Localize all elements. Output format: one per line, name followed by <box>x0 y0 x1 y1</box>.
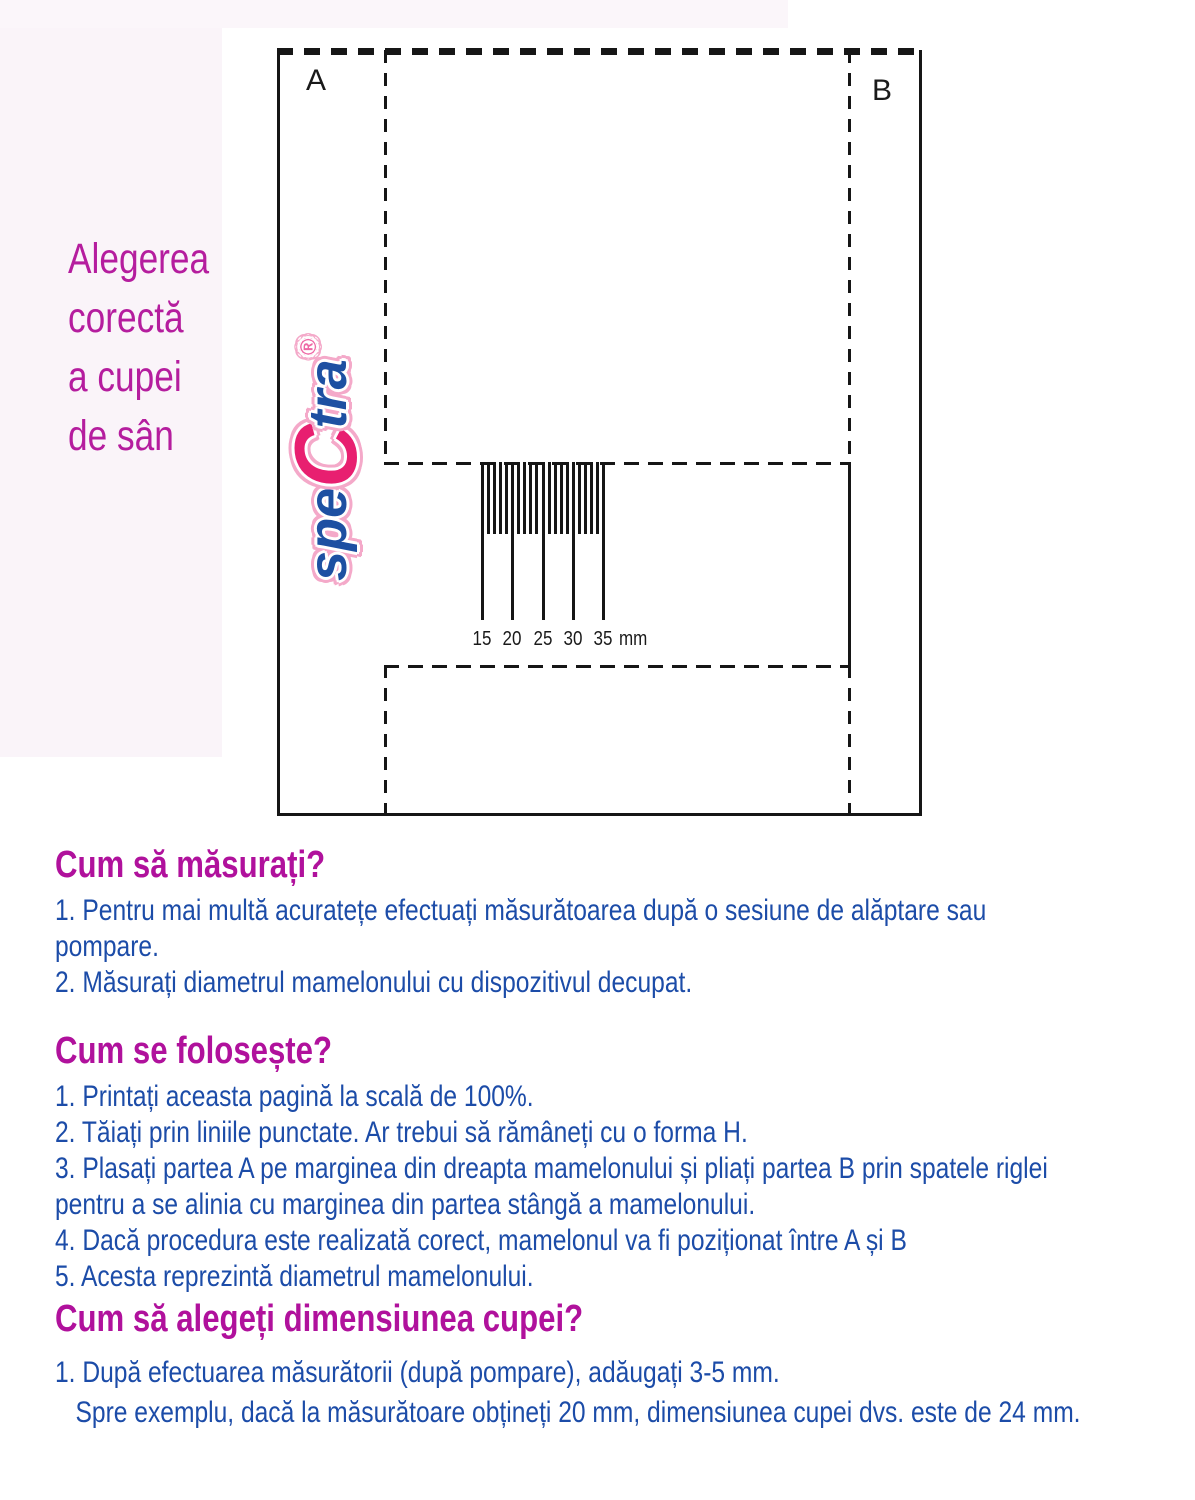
ruler-minor-tick <box>578 462 581 534</box>
ruler-minor-tick <box>487 462 490 534</box>
section-how-to-measure <box>55 843 1190 1001</box>
part-a-label: A <box>306 64 327 97</box>
ruler-minor-tick <box>596 462 599 534</box>
page-title-line: de sân <box>68 412 174 460</box>
ruler-major-tick <box>481 462 484 620</box>
ruler-unit-label: mm <box>619 628 648 650</box>
instruction-line: 1. Printați aceasta pagină la scală de 100%. <box>55 1080 534 1113</box>
ruler-label: 15 <box>472 628 492 650</box>
spectra-logo <box>275 326 375 594</box>
ruler-minor-tick <box>529 462 532 534</box>
ruler-minor-tick <box>499 462 502 534</box>
ruler-label: 30 <box>563 628 583 650</box>
section-heading: Cum să alegeți dimensiunea cupei? <box>55 1298 584 1340</box>
section-how-to-use <box>55 1029 1190 1295</box>
instruction-line: pompare. <box>55 930 159 963</box>
ruler-minor-tick <box>493 462 496 534</box>
logo-text-c: C <box>275 428 375 488</box>
ruler-minor-tick <box>517 462 520 534</box>
section-heading: Cum să măsurați? <box>55 844 326 886</box>
registered-trademark-icon: ® <box>295 339 321 356</box>
ruler-minor-tick <box>560 462 563 534</box>
ruler-label: 25 <box>533 628 552 650</box>
page-title-line: corectă <box>68 294 184 342</box>
spectra-logo-rotated-text <box>275 326 375 594</box>
instruction-line: 1. După efectuarea măsurătorii (după pompare), adăugați 3-5 mm. <box>55 1356 780 1389</box>
ruler-major-tick <box>602 462 605 620</box>
ruler-minor-tick <box>554 462 557 534</box>
ruler-label: 20 <box>502 628 522 650</box>
ruler-label: 35 <box>593 628 613 650</box>
ruler-minor-tick <box>584 462 587 534</box>
part-b-label: B <box>872 74 893 107</box>
ruler-minor-tick <box>535 462 538 534</box>
page-title-line: a cupei <box>68 353 182 401</box>
instructions <box>55 843 1190 1433</box>
instruction-line: 2. Măsurați diametrul mamelonului cu dispozitivul decupat. <box>55 966 693 999</box>
measurement-ruler <box>280 50 919 813</box>
instruction-line: 5. Acesta reprezintă diametrul mamelonului. <box>55 1260 534 1293</box>
page-title <box>68 230 240 466</box>
top-tint-background <box>0 0 788 28</box>
instruction-line: pentru a se alinia cu marginea din partea stângă a mamelonului. <box>55 1188 756 1221</box>
logo-text-spe: spe <box>297 487 358 581</box>
ruler-major-tick <box>542 462 545 620</box>
instruction-line: 3. Plasați partea A pe marginea din dreapta mamelonului și pliați partea B prin spatele riglei <box>55 1152 1048 1185</box>
ruler-minor-tick <box>505 462 508 534</box>
section-heading: Cum se folosește? <box>55 1030 333 1072</box>
instruction-line: 1. Pentru mai multă acuratețe efectuați măsurătoarea după o sesiune de alăptare sau <box>55 894 987 927</box>
ruler-minor-tick <box>548 462 551 534</box>
instruction-line: Spre exemplu, dacă la măsurătoare obțineți 20 mm, dimensiunea cupei dvs. este de 24 mm. <box>75 1396 1081 1429</box>
ruler-minor-tick <box>566 462 569 534</box>
logo-text-tra: tra <box>297 359 358 429</box>
page-title-line: Alegerea <box>68 235 210 283</box>
ruler-minor-tick <box>590 462 593 534</box>
instruction-line: 4. Dacă procedura este realizată corect, mamelonul va fi poziționat între A și B <box>55 1224 907 1257</box>
section-cup-size <box>55 1297 1190 1433</box>
ruler-minor-tick <box>523 462 526 534</box>
instruction-line: 2. Tăiați prin liniile punctate. Ar trebui să rămâneți cu o forma H. <box>55 1116 748 1149</box>
ruler-major-tick <box>572 462 575 620</box>
ruler-major-tick <box>511 462 514 620</box>
